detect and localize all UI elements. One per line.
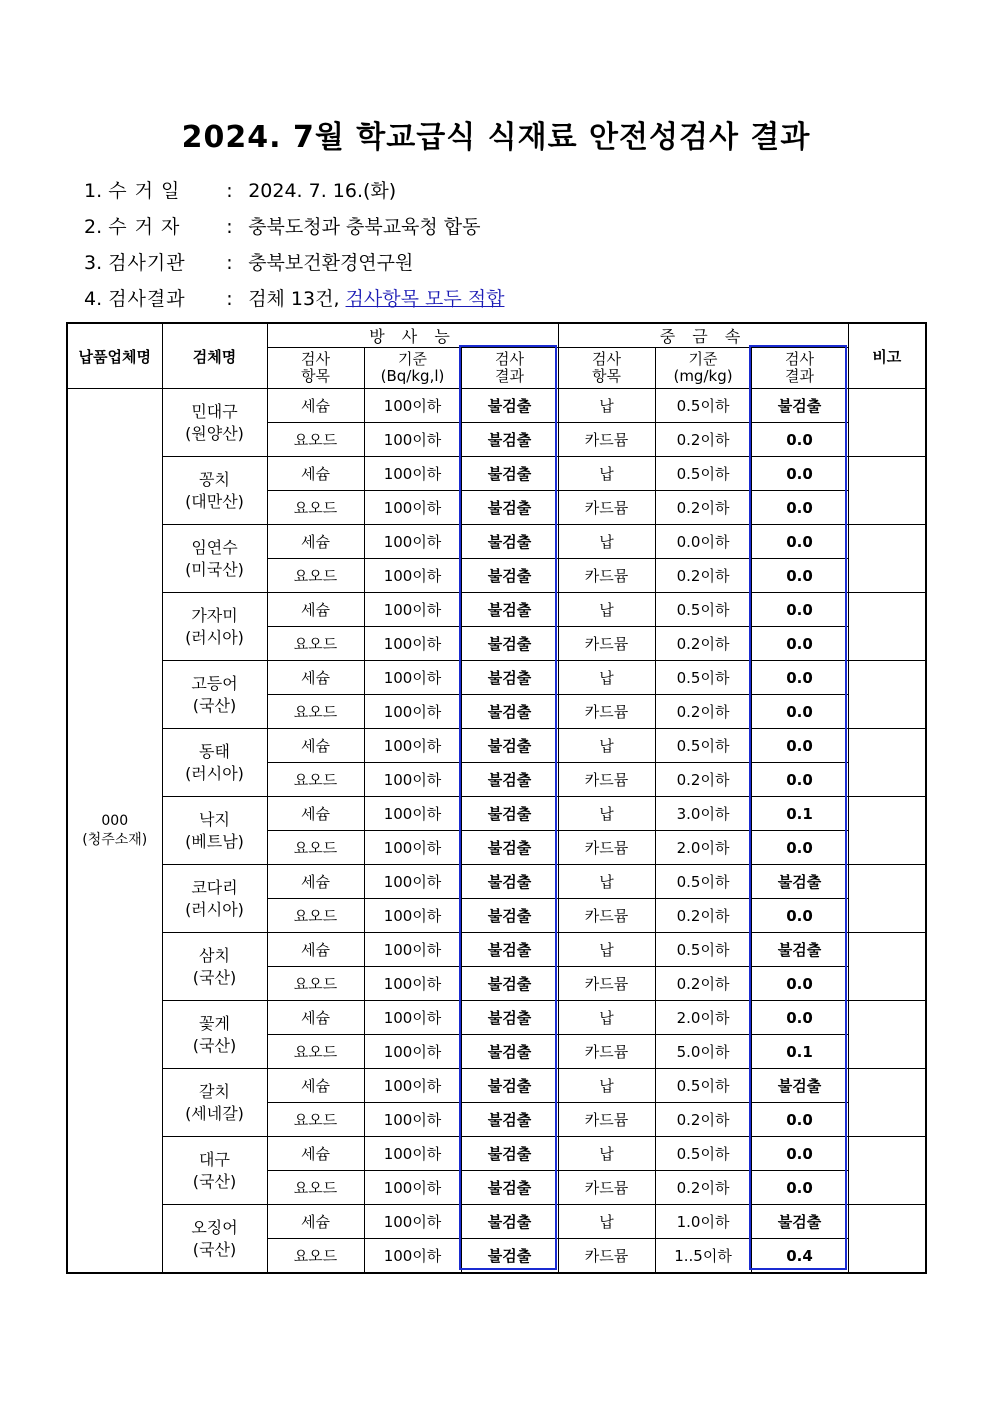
radio-result-cell: 불검출 [461, 423, 558, 457]
radio-item-cell: 요오드 [267, 899, 364, 933]
heavy-item-cell: 카드뮴 [558, 1239, 655, 1274]
heavy-result-cell: 0.0 [751, 1137, 848, 1171]
radio-standard-cell: 100이하 [364, 967, 461, 1001]
heavy-standard-cell: 0.5이하 [655, 729, 751, 763]
radio-result-cell: 불검출 [461, 389, 558, 423]
sample-name-cell: 낙지 (베트남) [162, 797, 267, 865]
heavy-result-cell: 0.0 [751, 525, 848, 559]
sample-name-cell: 고등어 (국산) [162, 661, 267, 729]
header-radio-result: 검사 결과 [461, 348, 558, 389]
radio-result-cell: 불검출 [461, 491, 558, 525]
heavy-result-cell: 불검출 [751, 865, 848, 899]
note-cell [848, 933, 926, 1001]
heavy-result-cell: 0.0 [751, 899, 848, 933]
heavy-result-cell: 0.0 [751, 763, 848, 797]
heavy-item-cell: 납 [558, 661, 655, 695]
radio-item-cell: 요오드 [267, 491, 364, 525]
heavy-item-cell: 카드뮴 [558, 1035, 655, 1069]
heavy-result-cell: 0.1 [751, 797, 848, 831]
radio-item-cell: 요오드 [267, 1035, 364, 1069]
info-number: 4. [84, 288, 103, 310]
radio-item-cell: 세슘 [267, 1069, 364, 1103]
radio-item-cell: 세슘 [267, 729, 364, 763]
sample-name-cell: 꽁치 (대만산) [162, 457, 267, 525]
radio-result-cell: 불검출 [461, 899, 558, 933]
radio-standard-cell: 100이하 [364, 1035, 461, 1069]
note-cell [848, 1205, 926, 1274]
sample-name-cell: 꽃게 (국산) [162, 1001, 267, 1069]
radio-result-cell: 불검출 [461, 1205, 558, 1239]
heavy-standard-cell: 0.5이하 [655, 661, 751, 695]
heavy-item-cell: 카드뮴 [558, 967, 655, 1001]
note-cell [848, 525, 926, 593]
info-value: 충북보건환경연구원 [248, 252, 414, 274]
sample-name-cell: 대구 (국산) [162, 1137, 267, 1205]
radio-result-cell: 불검출 [461, 627, 558, 661]
radio-standard-cell: 100이하 [364, 729, 461, 763]
heavy-standard-cell: 0.5이하 [655, 933, 751, 967]
info-value: 검체 13건, [248, 288, 346, 310]
header-heavy-standard: 기준 (mg/kg) [655, 348, 751, 389]
note-cell [848, 865, 926, 933]
heavy-standard-cell: 0.5이하 [655, 457, 751, 491]
header-heavy-metal: 중 금 속 [558, 323, 848, 348]
sample-name-cell: 임연수 (미국산) [162, 525, 267, 593]
info-line-institution: 3. 검사기관 : 충북보건환경연구원 [84, 252, 414, 274]
heavy-standard-cell: 5.0이하 [655, 1035, 751, 1069]
radio-standard-cell: 100이하 [364, 389, 461, 423]
note-cell [848, 457, 926, 525]
radio-item-cell: 세슘 [267, 525, 364, 559]
heavy-result-cell: 0.0 [751, 831, 848, 865]
heavy-item-cell: 납 [558, 1137, 655, 1171]
radio-result-cell: 불검출 [461, 695, 558, 729]
table-row [67, 389, 926, 423]
heavy-result-cell: 0.0 [751, 1001, 848, 1035]
heavy-standard-cell: 2.0이하 [655, 831, 751, 865]
sample-name-cell: 민대구 (원양산) [162, 389, 267, 457]
note-cell [848, 729, 926, 797]
heavy-result-cell: 0.0 [751, 695, 848, 729]
info-line-collection-date: 1. 수 거 일 : 2024. 7. 16.(화) [84, 180, 397, 202]
table-row [67, 729, 926, 763]
heavy-result-cell: 0.4 [751, 1239, 848, 1274]
radio-item-cell: 요오드 [267, 423, 364, 457]
radio-item-cell: 세슘 [267, 797, 364, 831]
heavy-standard-cell: 0.2이하 [655, 899, 751, 933]
radio-standard-cell: 100이하 [364, 423, 461, 457]
table-row [67, 1069, 926, 1103]
heavy-standard-cell: 0.2이하 [655, 627, 751, 661]
heavy-result-cell: 0.0 [751, 627, 848, 661]
header-supplier: 납품업체명 [67, 323, 162, 389]
radio-standard-cell: 100이하 [364, 1069, 461, 1103]
radio-item-cell: 요오드 [267, 831, 364, 865]
radio-standard-cell: 100이하 [364, 831, 461, 865]
heavy-result-cell: 불검출 [751, 1205, 848, 1239]
heavy-item-cell: 납 [558, 457, 655, 491]
radio-standard-cell: 100이하 [364, 559, 461, 593]
heavy-standard-cell: 0.2이하 [655, 1103, 751, 1137]
table-row [67, 933, 926, 967]
radio-item-cell: 요오드 [267, 695, 364, 729]
heavy-item-cell: 카드뮴 [558, 899, 655, 933]
note-cell [848, 1137, 926, 1205]
radio-item-cell: 세슘 [267, 389, 364, 423]
radio-standard-cell: 100이하 [364, 899, 461, 933]
radio-standard-cell: 100이하 [364, 627, 461, 661]
heavy-result-cell: 0.0 [751, 593, 848, 627]
heavy-result-cell: 0.1 [751, 1035, 848, 1069]
radio-result-cell: 불검출 [461, 831, 558, 865]
header-sample: 검체명 [162, 323, 267, 389]
note-cell [848, 389, 926, 457]
info-label: 수 거 일 [108, 180, 181, 202]
sample-name-cell: 동태 (러시아) [162, 729, 267, 797]
heavy-result-cell: 불검출 [751, 933, 848, 967]
sample-name-cell: 코다리 (러시아) [162, 865, 267, 933]
header-note: 비고 [848, 323, 926, 389]
table-row [67, 457, 926, 491]
info-value: 충북도청과 충북교육청 합동 [248, 216, 481, 238]
page-title: 2024. 7월 학교급식 식재료 안전성검사 결과 [181, 120, 811, 155]
sample-name-cell: 갈치 (세네갈) [162, 1069, 267, 1137]
table-row [67, 1001, 926, 1035]
heavy-standard-cell: 1.0이하 [655, 1205, 751, 1239]
radio-item-cell: 세슘 [267, 933, 364, 967]
note-cell [848, 661, 926, 729]
radio-item-cell: 세슘 [267, 593, 364, 627]
heavy-item-cell: 납 [558, 593, 655, 627]
radio-item-cell: 세슘 [267, 1137, 364, 1171]
heavy-standard-cell: 0.5이하 [655, 1069, 751, 1103]
heavy-item-cell: 카드뮴 [558, 627, 655, 661]
heavy-standard-cell: 3.0이하 [655, 797, 751, 831]
radio-standard-cell: 100이하 [364, 593, 461, 627]
heavy-standard-cell: 2.0이하 [655, 1001, 751, 1035]
supplier-cell: 000 (청주소재) [67, 389, 162, 1274]
radio-result-cell: 불검출 [461, 457, 558, 491]
sample-name-cell: 가자미 (러시아) [162, 593, 267, 661]
heavy-item-cell: 카드뮴 [558, 423, 655, 457]
table-row [67, 865, 926, 899]
radio-result-cell: 불검출 [461, 729, 558, 763]
radio-item-cell: 요오드 [267, 763, 364, 797]
note-cell [848, 797, 926, 865]
heavy-standard-cell: 0.2이하 [655, 423, 751, 457]
info-label: 검사결과 [108, 288, 186, 310]
radio-standard-cell: 100이하 [364, 763, 461, 797]
radio-standard-cell: 100이하 [364, 1137, 461, 1171]
heavy-result-cell: 0.0 [751, 1171, 848, 1205]
heavy-standard-cell: 0.2이하 [655, 695, 751, 729]
heavy-standard-cell: 0.0이하 [655, 525, 751, 559]
radio-result-cell: 불검출 [461, 1239, 558, 1274]
table-row [67, 797, 926, 831]
heavy-item-cell: 납 [558, 1001, 655, 1035]
radio-standard-cell: 100이하 [364, 661, 461, 695]
info-number: 2. [84, 216, 103, 238]
heavy-item-cell: 납 [558, 525, 655, 559]
sample-name-cell: 삼치 (국산) [162, 933, 267, 1001]
heavy-item-cell: 납 [558, 797, 655, 831]
radio-standard-cell: 100이하 [364, 1239, 461, 1274]
heavy-standard-cell: 0.2이하 [655, 967, 751, 1001]
radio-item-cell: 요오드 [267, 1171, 364, 1205]
heavy-item-cell: 납 [558, 1205, 655, 1239]
info-label: 검사기관 [108, 252, 186, 274]
radio-standard-cell: 100이하 [364, 1171, 461, 1205]
radio-standard-cell: 100이하 [364, 865, 461, 899]
radio-item-cell: 세슘 [267, 1205, 364, 1239]
info-label: 수 거 자 [108, 216, 181, 238]
heavy-result-cell: 0.0 [751, 967, 848, 1001]
heavy-result-cell: 불검출 [751, 1069, 848, 1103]
radio-item-cell: 세슘 [267, 457, 364, 491]
radio-item-cell: 요오드 [267, 559, 364, 593]
heavy-item-cell: 납 [558, 1069, 655, 1103]
radio-item-cell: 세슘 [267, 661, 364, 695]
sample-name-cell: 오징어 (국산) [162, 1205, 267, 1274]
note-cell [848, 593, 926, 661]
heavy-item-cell: 카드뮴 [558, 1103, 655, 1137]
header-heavy-item: 검사 항목 [558, 348, 655, 389]
radio-result-cell: 불검출 [461, 967, 558, 1001]
radio-result-cell: 불검출 [461, 559, 558, 593]
note-cell [848, 1001, 926, 1069]
radio-result-cell: 불검출 [461, 865, 558, 899]
heavy-standard-cell: 0.2이하 [655, 491, 751, 525]
heavy-result-cell: 0.0 [751, 729, 848, 763]
heavy-item-cell: 납 [558, 865, 655, 899]
radio-result-cell: 불검출 [461, 763, 558, 797]
heavy-result-cell: 0.0 [751, 1103, 848, 1137]
radio-result-cell: 불검출 [461, 661, 558, 695]
radio-item-cell: 세슘 [267, 865, 364, 899]
radio-standard-cell: 100이하 [364, 1103, 461, 1137]
radio-result-cell: 불검출 [461, 797, 558, 831]
radio-result-cell: 불검출 [461, 1069, 558, 1103]
heavy-item-cell: 납 [558, 389, 655, 423]
heavy-result-cell: 0.0 [751, 457, 848, 491]
heavy-item-cell: 납 [558, 933, 655, 967]
info-number: 1. [84, 180, 103, 202]
note-cell [848, 1069, 926, 1137]
radio-item-cell: 요오드 [267, 1103, 364, 1137]
heavy-standard-cell: 0.5이하 [655, 593, 751, 627]
radio-standard-cell: 100이하 [364, 525, 461, 559]
table-row [67, 661, 926, 695]
radio-result-cell: 불검출 [461, 1103, 558, 1137]
info-number: 3. [84, 252, 103, 274]
heavy-standard-cell: 0.5이하 [655, 1137, 751, 1171]
heavy-standard-cell: 0.2이하 [655, 763, 751, 797]
heavy-result-cell: 0.0 [751, 491, 848, 525]
radio-item-cell: 요오드 [267, 1239, 364, 1274]
heavy-result-cell: 0.0 [751, 559, 848, 593]
table-row [67, 1137, 926, 1171]
header-radio-standard: 기준 (Bq/kg,l) [364, 348, 461, 389]
heavy-standard-cell: 0.5이하 [655, 865, 751, 899]
heavy-item-cell: 카드뮴 [558, 695, 655, 729]
heavy-standard-cell: 0.2이하 [655, 559, 751, 593]
heavy-result-cell: 0.0 [751, 423, 848, 457]
radio-standard-cell: 100이하 [364, 1001, 461, 1035]
heavy-standard-cell: 0.2이하 [655, 1171, 751, 1205]
radio-standard-cell: 100이하 [364, 1205, 461, 1239]
radio-item-cell: 세슘 [267, 1001, 364, 1035]
table-row [67, 593, 926, 627]
info-value: 2024. 7. 16.(화) [248, 180, 397, 202]
heavy-item-cell: 카드뮴 [558, 831, 655, 865]
heavy-item-cell: 카드뮴 [558, 763, 655, 797]
radio-result-cell: 불검출 [461, 593, 558, 627]
header-radio-item: 검사 항목 [267, 348, 364, 389]
heavy-result-cell: 불검출 [751, 389, 848, 423]
heavy-item-cell: 납 [558, 729, 655, 763]
radio-standard-cell: 100이하 [364, 457, 461, 491]
heavy-item-cell: 카드뮴 [558, 491, 655, 525]
radio-result-cell: 불검출 [461, 1035, 558, 1069]
radio-standard-cell: 100이하 [364, 491, 461, 525]
radio-result-cell: 불검출 [461, 1137, 558, 1171]
header-heavy-result: 검사 결과 [751, 348, 848, 389]
info-line-collector: 2. 수 거 자 : 충북도청과 충북교육청 합동 [84, 216, 481, 238]
radio-standard-cell: 100이하 [364, 933, 461, 967]
radio-result-cell: 불검출 [461, 1171, 558, 1205]
heavy-item-cell: 카드뮴 [558, 1171, 655, 1205]
radio-standard-cell: 100이하 [364, 695, 461, 729]
header-radioactivity: 방 사 능 [267, 323, 558, 348]
radio-result-cell: 불검출 [461, 933, 558, 967]
heavy-result-cell: 0.0 [751, 661, 848, 695]
heavy-standard-cell: 1..5이하 [655, 1239, 751, 1274]
radio-item-cell: 요오드 [267, 967, 364, 1001]
result-summary-link[interactable]: 검사항목 모두 적합 [345, 288, 505, 310]
table-row [67, 1205, 926, 1239]
radio-standard-cell: 100이하 [364, 797, 461, 831]
radio-result-cell: 불검출 [461, 1001, 558, 1035]
info-line-result: 4. 검사결과 : 검체 13건, 검사항목 모두 적합 [84, 288, 505, 310]
results-table [66, 322, 927, 1274]
radio-item-cell: 요오드 [267, 627, 364, 661]
heavy-standard-cell: 0.5이하 [655, 389, 751, 423]
radio-result-cell: 불검출 [461, 525, 558, 559]
table-row [67, 525, 926, 559]
heavy-item-cell: 카드뮴 [558, 559, 655, 593]
